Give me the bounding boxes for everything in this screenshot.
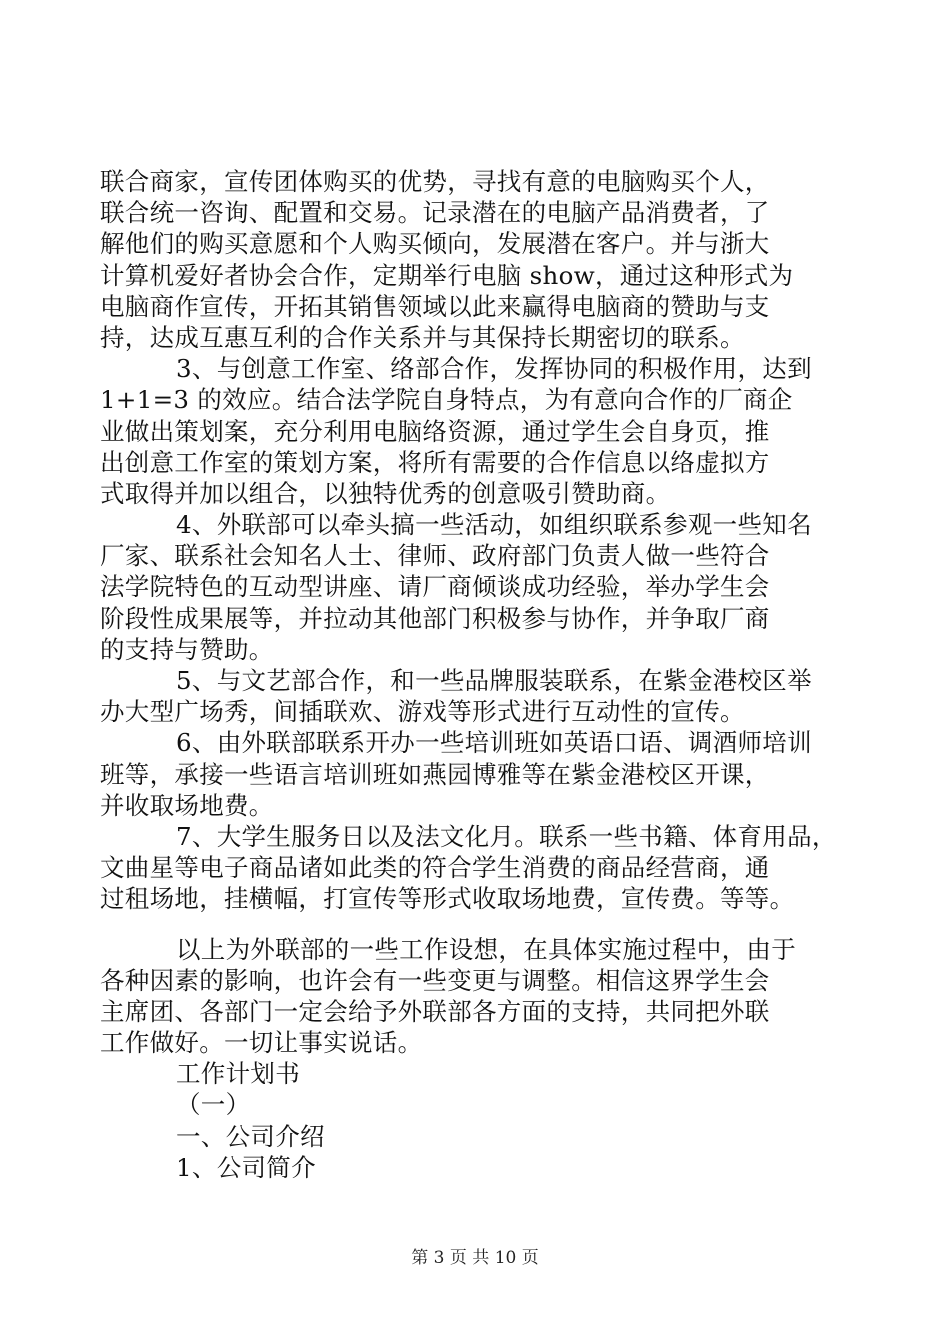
text-line: 阶段性成果展等，并拉动其他部门积极参与协作，并争取厂商 — [100, 603, 770, 633]
text-line: 联合商家，宣传团体购买的优势，寻找有意的电脑购买个人， — [100, 167, 770, 196]
text-line: 1+1=3 的效应。结合法学院自身特点，为有意向合作的厂商企 — [100, 385, 793, 415]
paragraph-gap — [100, 915, 852, 934]
text-line: 出创意工作室的策划方案，将所有需要的合作信息以络虚拟方 — [100, 447, 770, 477]
text-line: 业做出策划案，充分利用电脑络资源，通过学生会自身页，推 — [100, 416, 770, 446]
text-line: 的支持与赞助。 — [100, 634, 274, 664]
section-number: （一） — [176, 1090, 251, 1120]
page-footer: 第 3 页 共 10 页 — [411, 1248, 539, 1268]
text-line: 计算机爱好者协会合作，定期举行电脑 show，通过这种形式为 — [100, 260, 794, 290]
paragraph-7-start: 7、大学生服务日以及法文化月。联系一些书籍、体育用品， — [176, 821, 837, 851]
paragraph-5-start: 5、与文艺部合作，和一些品牌服装联系，在紫金港校区举 — [176, 666, 812, 695]
text-line: 并收取场地费。 — [100, 790, 274, 820]
text-line: 持，达成互惠互利的合作关系并与其保持长期密切的联系。 — [100, 322, 745, 352]
summary-paragraph-start: 以上为外联部的一些工作设想，在具体实施过程中，由于 — [176, 934, 796, 964]
paragraph-6-start: 6、由外联部联系开办一些培训班如英语口语、调酒师培训 — [176, 728, 812, 758]
paragraph-3-start: 3、与创意工作室、络部合作，发挥协同的积极作用，达到 — [176, 354, 812, 384]
text-line: 工作做好。一切让事实说话。 — [100, 1028, 423, 1058]
text-line: 文曲星等电子商品诸如此类的符合学生消费的商品经营商，通 — [100, 853, 770, 883]
document-body — [100, 166, 852, 1183]
text-line: 过租场地，挂横幅，打宣传等形式收取场地费，宣传费。等等。 — [100, 884, 795, 914]
text-line: 班等，承接一些语言培训班如燕园博雅等在紫金港校区开课， — [100, 759, 770, 789]
text-line: 各种因素的影响，也许会有一些变更与调整。相信这界学生会 — [100, 965, 770, 995]
text-line: 式取得并加以组合，以独特优秀的创意吸引赞助商。 — [100, 478, 671, 508]
heading-company-intro: 一、公司介绍 — [176, 1121, 325, 1151]
text-line: 厂家、联系社会知名人士、律师、政府部门负责人做一些符合 — [100, 541, 770, 571]
section-title: 工作计划书 — [176, 1059, 300, 1089]
paragraph-4-start: 4、外联部可以牵头搞一些活动，如组织联系参观一些知名 — [176, 510, 812, 540]
text-line: 法学院特色的互动型讲座、请厂商倾谈成功经验，举办学生会 — [100, 572, 770, 602]
text-line: 联合统一咨询、配置和交易。记录潜在的电脑产品消费者，了 — [100, 198, 770, 228]
text-line: 办大型广场秀，间插联欢、游戏等形式进行互动性的宣传。 — [100, 697, 745, 727]
text-line: 解他们的购买意愿和个人购买倾向，发展潜在客户。并与浙大 — [100, 229, 770, 259]
text-line: 电脑商作宣传，开拓其销售领域以此来赢得电脑商的赞助与支 — [100, 291, 770, 321]
text-line: 主席团、各部门一定会给予外联部各方面的支持，共同把外联 — [100, 996, 770, 1026]
heading-company-profile: 1、公司简介 — [176, 1152, 316, 1182]
